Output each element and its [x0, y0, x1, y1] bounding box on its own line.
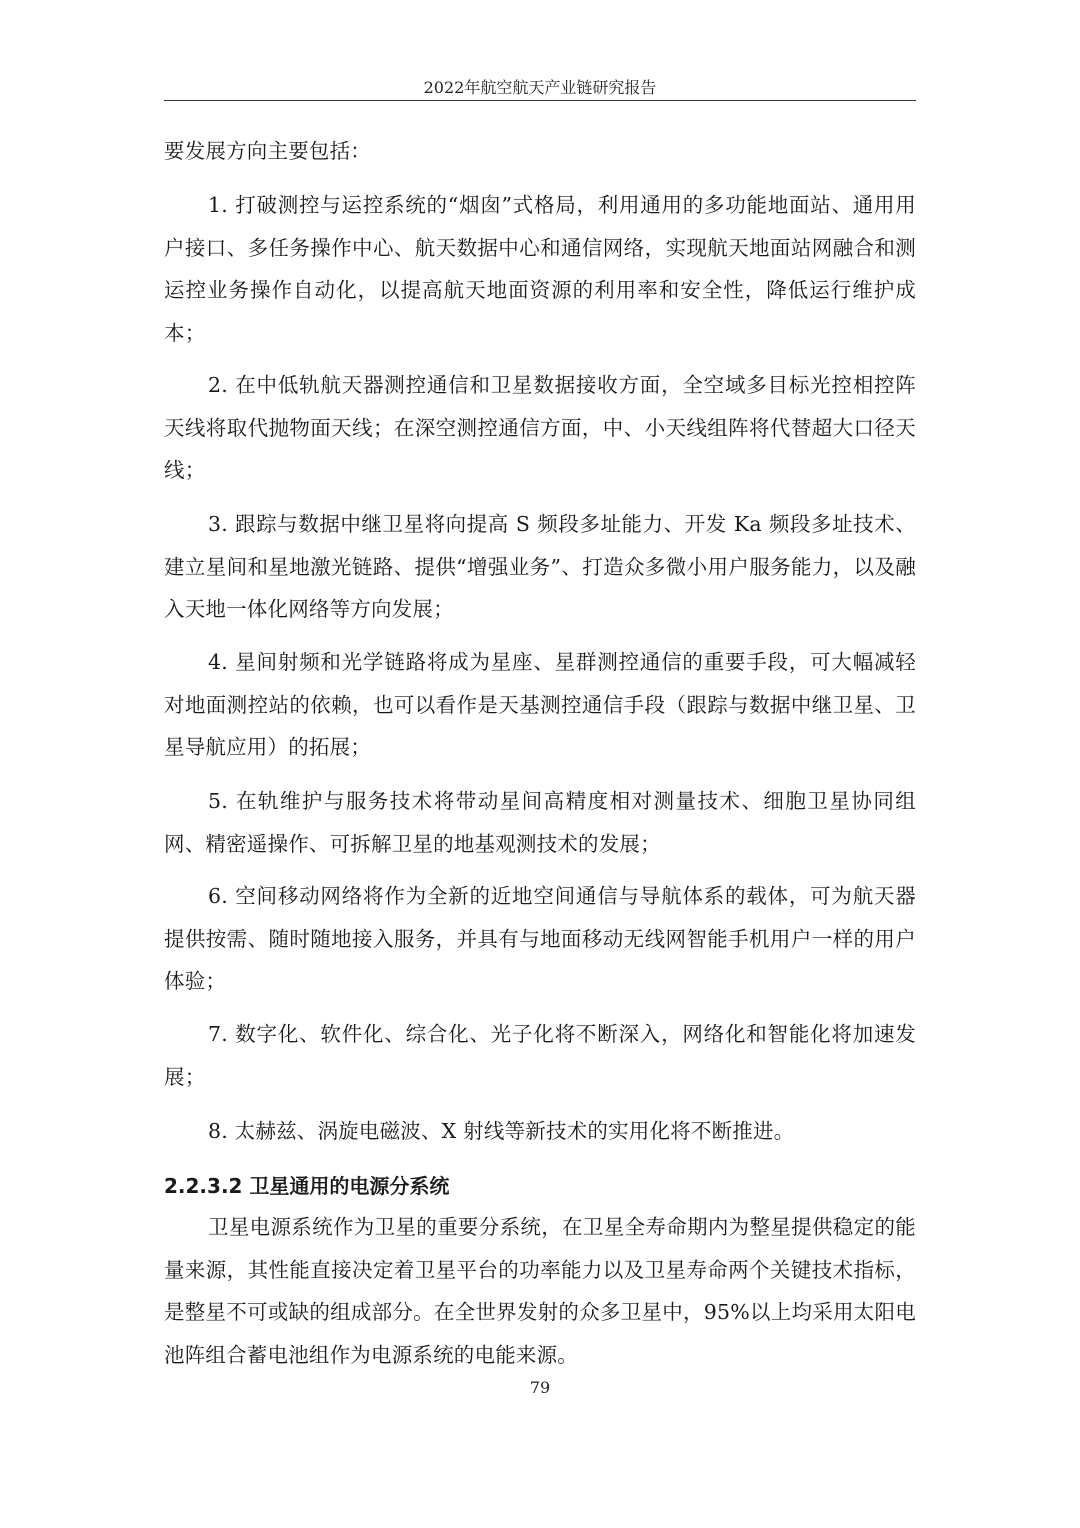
intro-paragraph: 要发展方向主要包括： — [164, 139, 371, 163]
list-item-4: 4. 星间射频和光学链路将成为星座、星群测控通信的重要手段，可大幅减轻对地面测控站的依赖，也可以看作是天基测控通信手段（跟踪与数据中继卫星、卫星导航应用）的拓展； — [164, 650, 916, 759]
page-number: 79 — [529, 1378, 551, 1397]
section-heading: 2.2.3.2 卫星通用的电源分系统 — [164, 1174, 450, 1198]
header-divider — [164, 100, 916, 101]
list-item-5: 5. 在轨维护与服务技术将带动星间高精度相对测量技术、细胞卫星协同组网、精密遥操作、可拆解卫星的地基观测技术的发展； — [164, 789, 916, 856]
running-header: 2022年航空航天产业链研究报告 — [423, 78, 657, 97]
list-item-6: 6. 空间移动网络将作为全新的近地空间通信与导航体系的载体，可为航天器提供按需、随时随地接入服务，并具有与地面移动无线网智能手机用户一样的用户体验； — [164, 884, 916, 993]
section-paragraph: 卫星电源系统作为卫星的重要分系统，在卫星全寿命期内为整星提供稳定的能量来源，其性能直接决定着卫星平台的功率能力以及卫星寿命两个关键技术指标，是整星不可或缺的组成部分。在全世界发射的众多卫星中，95%以上均采用太阳电池阵组合蓄电池组作为电源系统的电能来源。 — [164, 1215, 916, 1367]
list-item-1: 1. 打破测控与运控系统的“烟囱”式格局，利用通用的多功能地面站、通用用户接口、多任务操作中心、航天数据中心和通信网络，实现航天地面站网融合和测运控业务操作自动化，以提高航天地面资源的利用率和安全性，降低运行维护成本； — [164, 193, 916, 345]
list-item-7: 7. 数字化、软件化、综合化、光子化将不断深入，网络化和智能化将加速发展； — [164, 1022, 916, 1089]
list-item-8: 8. 太赫兹、涡旋电磁波、X 射线等新技术的实用化将不断推进。 — [208, 1119, 795, 1143]
list-item-2: 2. 在中低轨航天器测控通信和卫星数据接收方面，全空域多目标光控相控阵天线将取代抛物面天线；在深空测控通信方面，中、小天线组阵将代替超大口径天线； — [164, 373, 916, 482]
list-item-3: 3. 跟踪与数据中继卫星将向提高 S 频段多址能力、开发 Ka 频段多址技术、建立星间和星地激光链路、提供“增强业务”、打造众多微小用户服务能力，以及融入天地一体化网络等方向发展； — [164, 512, 916, 621]
